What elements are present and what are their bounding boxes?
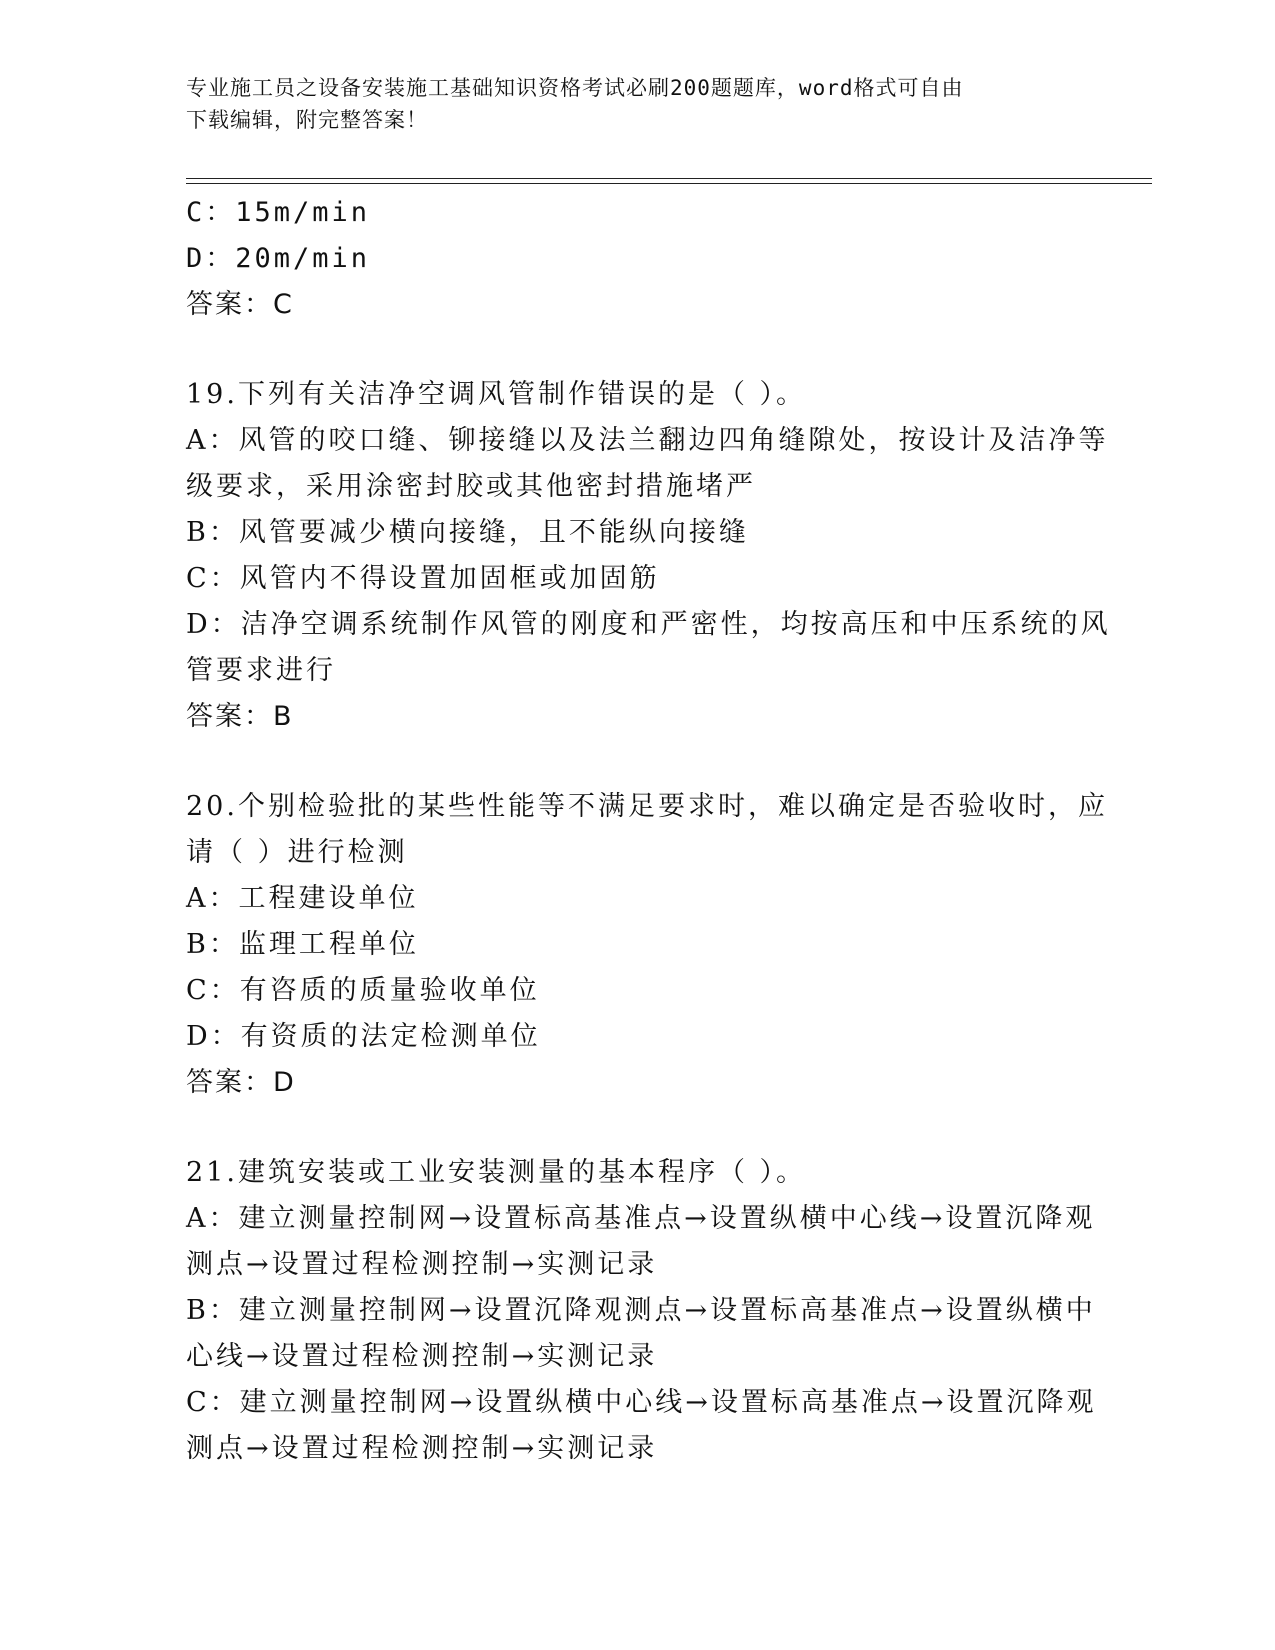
option-c: C：风管内不得设置加固框或加固筋 bbox=[186, 563, 660, 594]
option-d: D：20m/min bbox=[186, 243, 371, 274]
header-rule-bottom bbox=[186, 183, 1152, 184]
answer-line: 答案：B bbox=[186, 701, 294, 732]
question-20 bbox=[186, 784, 1108, 1106]
option-d: D：有资质的法定检测单位 bbox=[186, 1021, 541, 1052]
question-stem: 21.建筑安装或工业安装测量的基本程序（ ）。 bbox=[186, 1157, 807, 1188]
question-18-tail bbox=[186, 190, 1086, 328]
option-a-continued: 级要求，采用涂密封胶或其他密封措施堵严 bbox=[186, 471, 756, 502]
option-b: B：风管要减少横向接缝，且不能纵向接缝 bbox=[186, 517, 749, 548]
header-line-2: 下载编辑，附完整答案！ bbox=[186, 108, 428, 132]
option-c: C：建立测量控制网→设置纵横中心线→设置标高基准点→设置沉降观 bbox=[186, 1387, 1097, 1418]
option-d-continued: 管要求进行 bbox=[186, 655, 336, 686]
question-stem: 19.下列有关洁净空调风管制作错误的是（ ）。 bbox=[186, 379, 807, 410]
option-c: C：15m/min bbox=[186, 197, 371, 228]
question-content bbox=[186, 190, 1111, 1472]
question-stem-continued: 请（ ）进行检测 bbox=[186, 837, 408, 868]
answer-line: 答案：D bbox=[186, 1067, 296, 1098]
answer-line: 答案：C bbox=[186, 289, 294, 320]
option-a: A：风管的咬口缝、铆接缝以及法兰翻边四角缝隙处，按设计及洁净等 bbox=[186, 425, 1109, 456]
question-19 bbox=[186, 372, 1111, 740]
option-d: D：洁净空调系统制作风管的刚度和严密性，均按高压和中压系统的风 bbox=[186, 609, 1111, 640]
header-rule-top bbox=[186, 178, 1152, 179]
header-line-1: 专业施工员之设备安装施工基础知识资格考试必刷200题题库，word格式可自由 bbox=[186, 76, 964, 100]
document-header bbox=[186, 72, 1066, 136]
question-21 bbox=[186, 1150, 1097, 1472]
option-a: A：建立测量控制网→设置标高基准点→设置纵横中心线→设置沉降观 bbox=[186, 1203, 1096, 1234]
option-b-continued: 心线→设置过程检测控制→实测记录 bbox=[186, 1341, 658, 1372]
option-a-continued: 测点→设置过程检测控制→实测记录 bbox=[186, 1249, 658, 1280]
option-b: B：建立测量控制网→设置沉降观测点→设置标高基准点→设置纵横中 bbox=[186, 1295, 1096, 1326]
option-c-continued: 测点→设置过程检测控制→实测记录 bbox=[186, 1433, 658, 1464]
question-stem: 20.个别检验批的某些性能等不满足要求时，难以确定是否验收时，应 bbox=[186, 791, 1108, 822]
option-c: C：有咨质的质量验收单位 bbox=[186, 975, 540, 1006]
option-b: B：监理工程单位 bbox=[186, 929, 419, 960]
option-a: A：工程建设单位 bbox=[186, 883, 419, 914]
